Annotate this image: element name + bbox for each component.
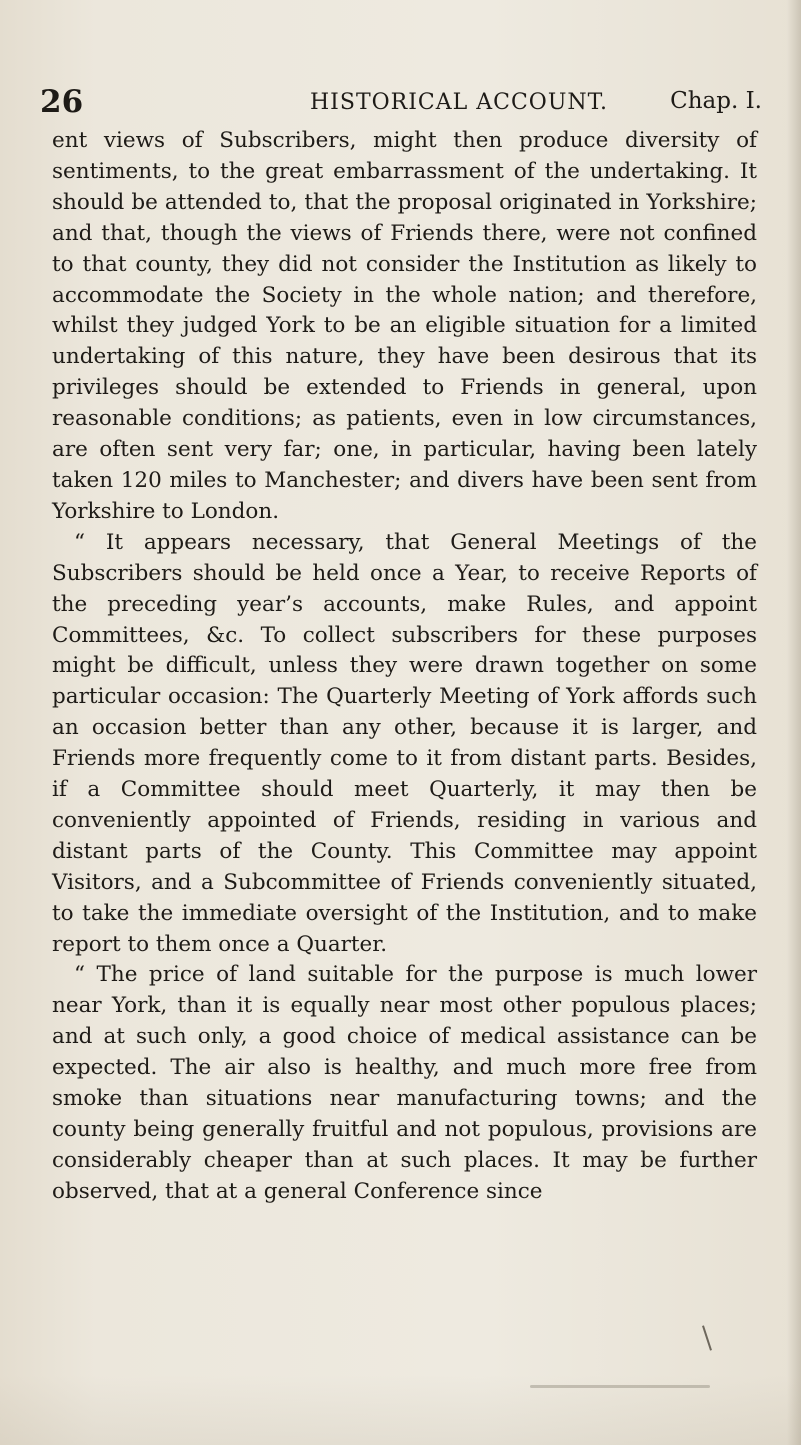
stray-ink-mark [702,1325,712,1350]
paragraph-continuation: ent views of Subscribers, might then produce diversity of sentiments, to the great embarrassment of the undertaking. It should be attended to, that the proposal originated in Yorkshire; and that, though the views of Friends there, were not confined to that county, they did not consider the Institution as likely to accommodate the Society in the whole nation; and therefore, whilst they judged York to be an eligible situation for a limited undertaking of this nature, they have been desirous that its privileges should be extended to Friends in general, upon reasonable conditions; as patients, even in low circumstances, are often sent very far; one, in particular, having been lately taken 120 miles to Manchester; and divers have been sent from Yorkshire to London. [52,128,757,524]
running-head: HISTORICAL ACCOUNT. [310,90,609,115]
paragraph-general-meetings: “ It appears necessary, that General Meetings of the Subscribers should be held once a Year, to receive Reports of the preceding year’s accounts, make Rules, and appoint Committees, &c. To collect subscribers for these purposes might be difficult, unless they were drawn together on some particular occasion: The Quarterly Meeting of York affords such an occasion better than any other, because it is larger, and Friends more frequently come to it from distant parts. Besides, if a Committee should meet Quarterly, it may then be conveniently appointed of Friends, residing in various and distant parts of the County. This Committee may appoint Visitors, and a Subcommittee of Friends conveniently situated, to take the immediate oversight of the Institution, and to make report to them once a Quarter. [52,529,757,957]
body-text [52,126,757,1208]
page-edge-shadow [787,0,801,1445]
page-number: 26 [40,84,84,120]
page-header [40,84,762,124]
paragraph-price-of-land: “ The price of land suitable for the purpose is much lower near York, than it is equally near most other populous places; and at such only, a good choice of medical assistance can be expected. The air also is healthy, and much more free from smoke than situations near manufacturing towns; and the county being generally fruitful and not populous, provisions are considerably cheaper than at such places. It may be further observed, that at a general Conference since [52,962,757,1204]
bottom-smudge [530,1385,710,1388]
chapter-label: Chap. I. [670,88,762,114]
